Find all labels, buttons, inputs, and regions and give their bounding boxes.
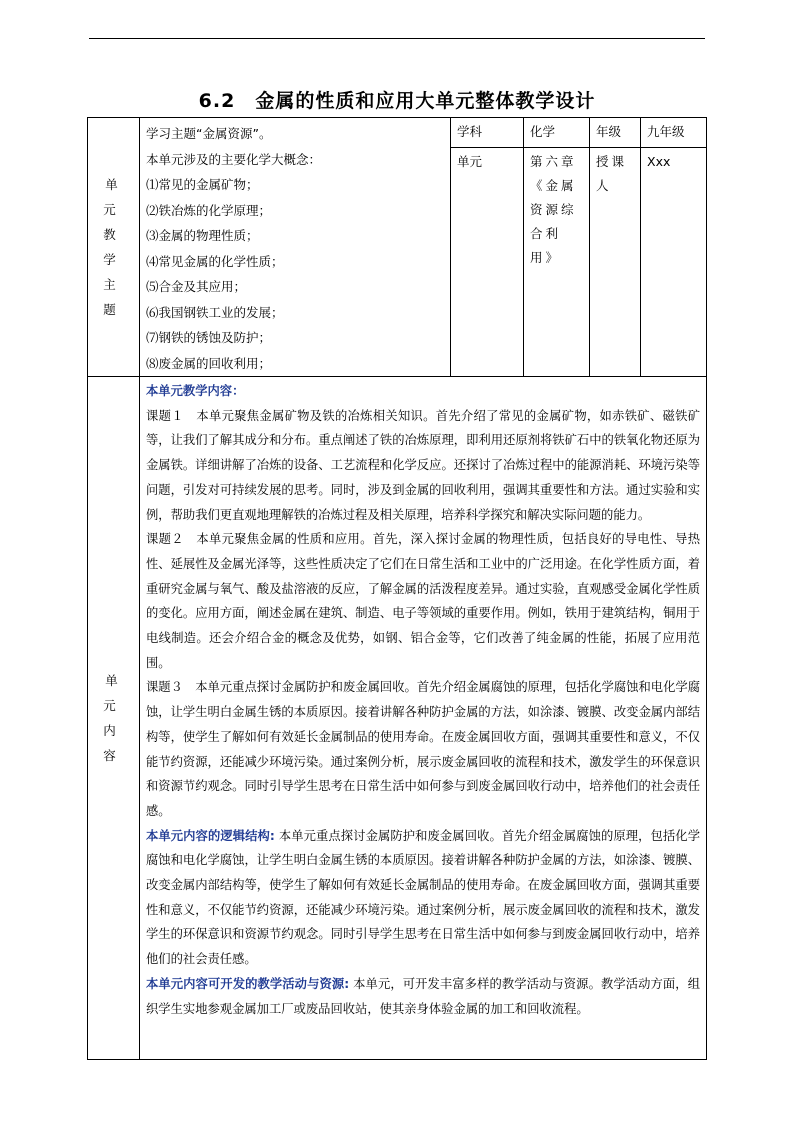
theme-line: 本单元涉及的主要化学大概念：: [146, 151, 322, 167]
theme-line: ⑸合金及其应用；: [146, 279, 247, 294]
theme-lines-cell: [140, 118, 451, 377]
design-table: [87, 117, 707, 1060]
unit-theme-label: 单元教学主题: [103, 177, 126, 317]
header-rule: [89, 38, 705, 39]
activity-heading: 本单元内容可开发的教学活动与资源:: [146, 976, 350, 991]
unit-content-label: 单元内容: [103, 673, 126, 763]
unit-label: 单元: [451, 148, 524, 377]
unit-content-cell: [140, 377, 707, 1060]
activity-text: 本单元，可开发丰富多样的教学活动与资源。教学活动方面，组织学生实地参观金属加工厂或废品回收站，使其亲身体验金属的加工和回收流程。: [146, 976, 700, 1016]
unit-content-label-cell: [88, 377, 140, 1060]
teacher-value: Xxx: [641, 148, 707, 377]
theme-line: ⑷常见金属的化学性质；: [146, 253, 284, 269]
grade-value: 九年级: [641, 118, 707, 148]
unit-value: 第六章《金属资源综合利用》: [524, 148, 590, 377]
document-title: 6.2 金属的性质和应用大单元整体教学设计: [198, 90, 596, 112]
lesson-3-paragraph: 课题３ 本单元重点探讨金属防护和废金属回收。首先介绍金属腐蚀的原理，包括化学腐蚀和电化学腐蚀，让学生明白金属生锈的本质原因。接着讲解各种防护金属的方法，如涂漆、镀膜、改变金属内部结构等，使学生了解如何有效延长金属制品的使用寿命。在废金属回收方面，强调其重要性和意义，不仅能节约资源，还能减少环境污染。通过案例分析，展示废金属回收的流程和技术，激发学生的环保意识和资源节约观念。同时引导学生思考在日常生活中如何参与到废金属回收行动中，培养他们的社会责任感。: [146, 680, 700, 818]
subject-value: 化学: [524, 118, 590, 148]
grade-label: 年级: [590, 118, 641, 148]
theme-line: ⑶金属的物理性质；: [146, 228, 259, 243]
theme-line: 学习主题“金属资源”。: [146, 126, 272, 141]
logic-heading: 本单元内容的逻辑结构:: [146, 828, 275, 843]
theme-line: ⑹我国钢铁工业的发展；: [146, 304, 284, 320]
theme-line: ⑻废金属的回收利用；: [146, 355, 272, 371]
content-heading: 本单元教学内容：: [146, 384, 245, 398]
unit-theme-label-cell: [88, 118, 140, 377]
table-row: [88, 118, 707, 148]
teacher-label: 授课人: [590, 148, 641, 377]
theme-line: ⑴常见的金属矿物；: [146, 177, 259, 192]
table-row: [88, 377, 707, 1060]
theme-line: ⑺钢铁的锈蚀及防护；: [146, 330, 272, 345]
theme-line: ⑵铁冶炼的化学原理；: [146, 202, 272, 218]
lesson-1-paragraph: 课题１ 本单元聚焦金属矿物及铁的冶炼相关知识。首先介绍了常见的金属矿物，如赤铁矿、磁铁矿等，让我们了解其成分和分布。重点阐述了铁的冶炼原理，即利用还原剂将铁矿石中的铁氧化物还原为金属铁。详细讲解了冶炼的设备、工艺流程和化学反应。还探讨了冶炼过程中的能源消耗、环境污染等问题，引发对可持续发展的思考。同时，涉及到金属的回收利用，强调其重要性和方法。通过实验和实例，帮助我们更直观地理解铁的冶炼过程及相关原理，培养科学探究和解决实际问题的能力。: [146, 408, 700, 522]
subject-label: 学科: [451, 118, 524, 148]
lesson-2-paragraph: 课题２ 本单元聚焦金属的性质和应用。首先，深入探讨金属的物理性质，包括良好的导电性、导热性、延展性及金属光泽等，这些性质决定了它们在日常生活和工业中的广泛用途。在化学性质方面，着重研究金属与氧气、酸及盐溶液的反应，了解金属的活泼程度差异。通过实验，直观感受金属化学性质的变化。应用方面，阐述金属在建筑、制造、电子等领域的重要作用。例如，铁用于建筑结构，铜用于电线制造。还会介绍合金的概念及优势，如钢、铝合金等，它们改善了纯金属的性能，拓展了应用范围。: [146, 532, 700, 670]
logic-text: 本单元重点探讨金属防护和废金属回收。首先介绍金属腐蚀的原理，包括化学腐蚀和电化学腐蚀，让学生明白金属生锈的本质原因。接着讲解各种防护金属的方法，如涂漆、镀膜、改变金属内部结构等，使学生了解如何有效延长金属制品的使用寿命。在废金属回收方面，强调其重要性和意义，不仅能节约资源，还能减少环境污染。通过案例分析，展示废金属回收的流程和技术，激发学生的环保意识和资源节约观念。同时引导学生思考在日常生活中如何参与到废金属回收行动中，培养他们的社会责任感。: [146, 828, 700, 967]
